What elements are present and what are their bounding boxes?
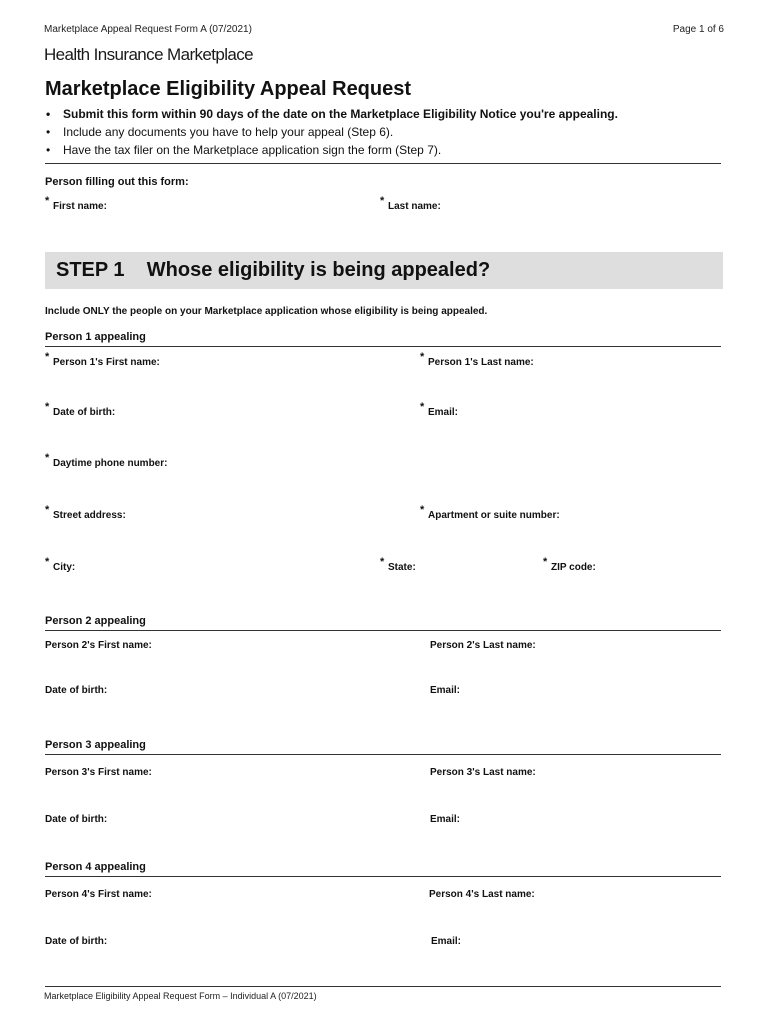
step1-instruction: Include ONLY the people on your Marketplace application whose eligibility is being appealed.	[45, 306, 488, 317]
person1-city-field[interactable]: * City:	[53, 562, 75, 573]
divider	[45, 986, 721, 987]
filler-last-name-field[interactable]: * Last name:	[388, 201, 441, 212]
person2-dob-field[interactable]: Date of birth:	[45, 685, 108, 696]
person3-email-field[interactable]: Email:	[430, 814, 461, 825]
person3-heading: Person 3 appealing	[45, 739, 146, 751]
filler-first-name-field[interactable]: * First name:	[53, 201, 107, 212]
person4-last-name-field[interactable]: Person 4's Last name:	[429, 889, 535, 900]
page-number: Page 1 of 6	[672, 24, 724, 35]
instruction-item: • Include any documents you have to help your appeal (Step 6).	[46, 123, 618, 141]
person2-last-name-field[interactable]: Person 2's Last name:	[430, 640, 536, 651]
person3-last-name-field[interactable]: Person 3's Last name:	[430, 767, 536, 778]
instruction-item: • Submit this form within 90 days of the date on the Marketplace Eligibility Notice you're appealing.	[46, 105, 618, 123]
person4-email-field[interactable]: Email:	[431, 936, 462, 947]
brand-logo: Health Insurance Marketplace	[44, 45, 254, 64]
person1-email-field[interactable]: * Email:	[428, 407, 458, 418]
person1-heading: Person 1 appealing	[45, 331, 146, 343]
person2-heading: Person 2 appealing	[45, 615, 146, 627]
person1-dob-field[interactable]: * Date of birth:	[53, 407, 115, 418]
person2-first-name-field[interactable]: Person 2's First name:	[45, 640, 152, 651]
person3-first-name-field[interactable]: Person 3's First name:	[45, 767, 152, 778]
person1-first-name-field[interactable]: * Person 1's First name:	[53, 357, 160, 368]
divider	[45, 163, 721, 164]
person4-dob-field[interactable]: Date of birth:	[45, 936, 108, 947]
person1-street-field[interactable]: * Street address:	[53, 510, 126, 521]
step1-header	[45, 252, 723, 289]
step1-title: STEP 1 Whose eligibility is being appealed?	[56, 259, 491, 281]
person1-last-name-field[interactable]: * Person 1's Last name:	[428, 357, 534, 368]
person4-first-name-field[interactable]: Person 4's First name:	[45, 889, 152, 900]
divider	[45, 754, 721, 755]
instruction-list	[46, 105, 618, 159]
divider	[45, 346, 721, 347]
person2-email-field[interactable]: Email:	[430, 685, 461, 696]
person1-state-field[interactable]: * State:	[388, 562, 416, 573]
instruction-item: • Have the tax filer on the Marketplace application sign the form (Step 7).	[46, 141, 618, 159]
person3-dob-field[interactable]: Date of birth:	[45, 814, 108, 825]
page-title: Marketplace Eligibility Appeal Request	[45, 78, 412, 100]
divider	[45, 630, 721, 631]
person1-phone-field[interactable]: * Daytime phone number:	[53, 458, 167, 469]
person1-apt-field[interactable]: * Apartment or suite number:	[428, 510, 560, 521]
form-id: Marketplace Appeal Request Form A (07/2021)	[44, 24, 252, 35]
person1-zip-field[interactable]: * ZIP code:	[551, 562, 596, 573]
person4-heading: Person 4 appealing	[45, 861, 146, 873]
divider	[45, 876, 721, 877]
filler-heading: Person filling out this form:	[45, 176, 189, 188]
footer-text: Marketplace Eligibility Appeal Request Form – Individual A (07/2021)	[44, 991, 317, 1001]
